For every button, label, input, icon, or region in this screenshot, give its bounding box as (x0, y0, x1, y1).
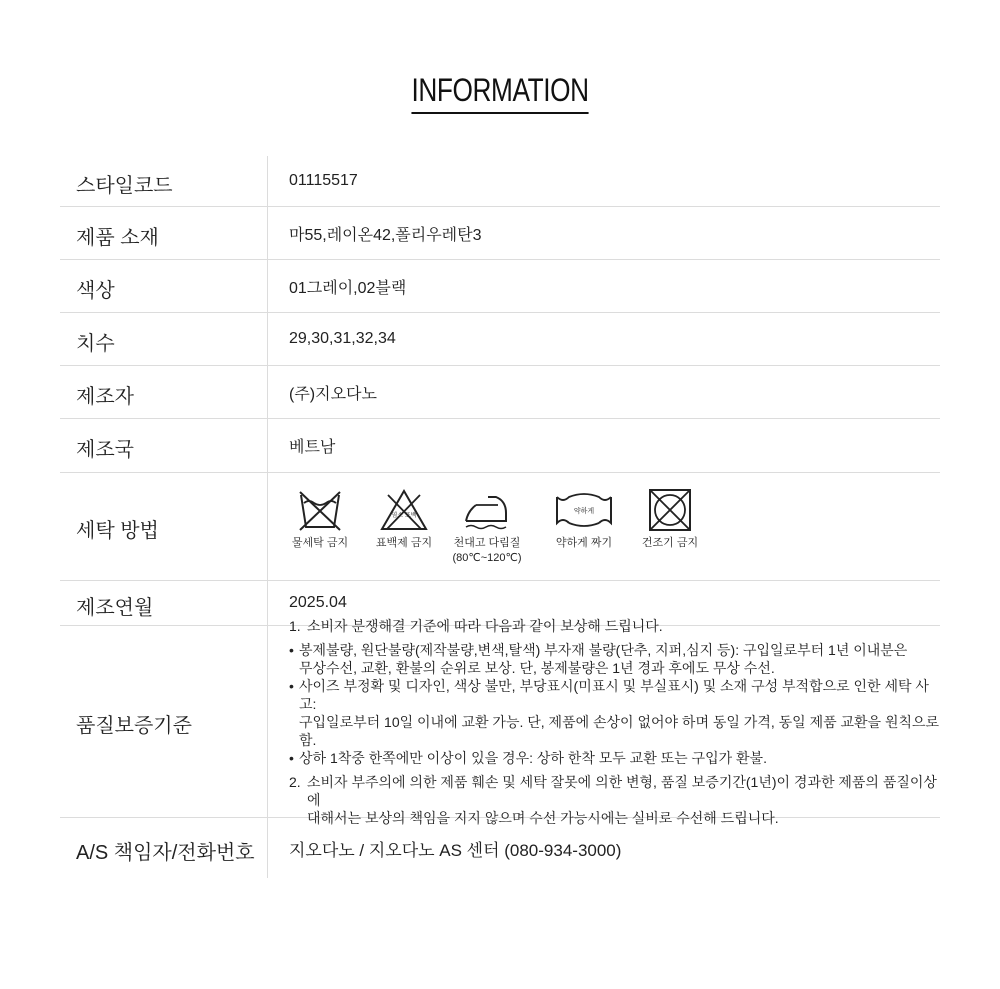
row-color (60, 260, 940, 313)
row-value: 지오다노 / 지오다노 AS 센터 (080-934-3000) (289, 840, 622, 860)
bullet-mark: • (289, 641, 294, 658)
row-value: 01115517 (289, 172, 358, 189)
no-bleach-icon (379, 487, 429, 533)
row-quality (60, 617, 940, 826)
care-caption: 표백제 금지 (375, 537, 433, 549)
row-value: 29,30,31,32,34 (289, 330, 396, 347)
quality-bullet-3 (289, 749, 940, 767)
care-caption: 건조기 금지 (641, 537, 699, 549)
row-label: 스타일코드 (60, 156, 268, 206)
quality-bullet-2 (289, 677, 940, 749)
bullet-mark: • (289, 749, 294, 766)
page-title-wrap (0, 72, 1000, 114)
quality-bullet-1 (289, 641, 940, 677)
care-no-tumble-dry (635, 487, 705, 551)
row-size (60, 313, 940, 366)
row-manufacturer (60, 366, 940, 419)
row-label: 제조자 (60, 366, 268, 418)
row-label: 색상 (60, 260, 268, 312)
item-number: 1. (289, 617, 301, 634)
row-label: 제조연월 (60, 581, 268, 625)
row-value: (주)지오다노 (289, 385, 377, 403)
row-label: 제조국 (60, 419, 268, 472)
gentle-wring-icon (553, 487, 615, 533)
row-value (268, 617, 940, 826)
item-line: 소비자 부주의에 의한 제품 훼손 및 세탁 잘못에 의한 변형, 품질 보증기간(1년)이 경과한 제품의 품질이상에 (307, 773, 937, 808)
quality-text (289, 617, 940, 827)
bullet-mark: • (289, 677, 294, 694)
no-tumble-dry-icon (645, 487, 695, 533)
row-value: 마55,레이온42,폴리우레탄3 (289, 226, 482, 244)
care-caption-line1: 천대고 다림질 (453, 537, 521, 549)
row-country (60, 419, 940, 473)
row-label: A/S 책임자/전화번호 (60, 818, 268, 878)
care-gentle-wring (537, 487, 631, 551)
bullet-line: 구입일로부터 10일 이내에 교환 가능. 단, 제품에 손상이 없어야 하며 동일 가격, 동일 제품 교환을 원칙으로 함. (299, 713, 940, 748)
bullet-line: 봉제불량, 원단불량(제작불량,변색,탈색) 부자재 불량(단추, 지퍼,심지 등): 구입일로부터 1년 이내분은 (299, 641, 908, 658)
item-text: 소비자 분쟁해결 기준에 따라 다음과 같이 보상해 드립니다. (307, 617, 663, 634)
row-value (268, 473, 940, 580)
bullet-line: 사이즈 부정확 및 디자인, 색상 불만, 부당표시(미표시 및 부실표시) 및 소재 구성 부적합으로 인한 세탁 사고: (299, 677, 929, 712)
bullet-line: 상하 1착중 한쪽에만 이상이 있을 경우: 상하 한착 모두 교환 또는 구입가 환불. (299, 749, 767, 766)
page-title: INFORMATION (411, 72, 588, 114)
iron-icon (462, 487, 512, 533)
row-value: 베트남 (289, 439, 336, 456)
bullet-line: 무상수선, 교환, 환불의 순위로 보상. 단, 봉제불량은 1년 경과 후에도 무상 수선. (299, 659, 775, 676)
row-label: 세탁 방법 (60, 473, 268, 580)
care-caption-line2: (80℃~120℃) (452, 552, 522, 564)
row-washing (60, 473, 940, 581)
quality-item-1 (289, 617, 940, 635)
care-no-bleach (361, 487, 447, 551)
item-number: 2. (289, 773, 301, 790)
row-style-code (60, 156, 940, 207)
row-label: 제품 소재 (60, 207, 268, 259)
info-table (60, 156, 940, 878)
care-iron (447, 487, 527, 566)
care-caption: 물세탁 금지 (291, 537, 349, 549)
item-line: 대해서는 보상의 책임을 지지 않으며 수선 가능시에는 실비로 수선해 드립니다. (307, 809, 779, 826)
care-no-water-wash (289, 487, 351, 551)
row-value: 01그레이,02블랙 (289, 279, 407, 297)
bleach-inner-text: 염소 표백 (391, 512, 417, 519)
row-value: 2025.04 (289, 594, 347, 611)
no-water-wash-icon (295, 487, 345, 533)
row-material (60, 207, 940, 260)
row-as (60, 818, 940, 878)
row-label: 치수 (60, 313, 268, 365)
gentle-inner-text: 약하게 (573, 507, 595, 515)
care-caption: 약하게 짜기 (555, 537, 613, 549)
row-label: 품질보증기준 (60, 626, 268, 817)
care-symbols (289, 487, 705, 566)
